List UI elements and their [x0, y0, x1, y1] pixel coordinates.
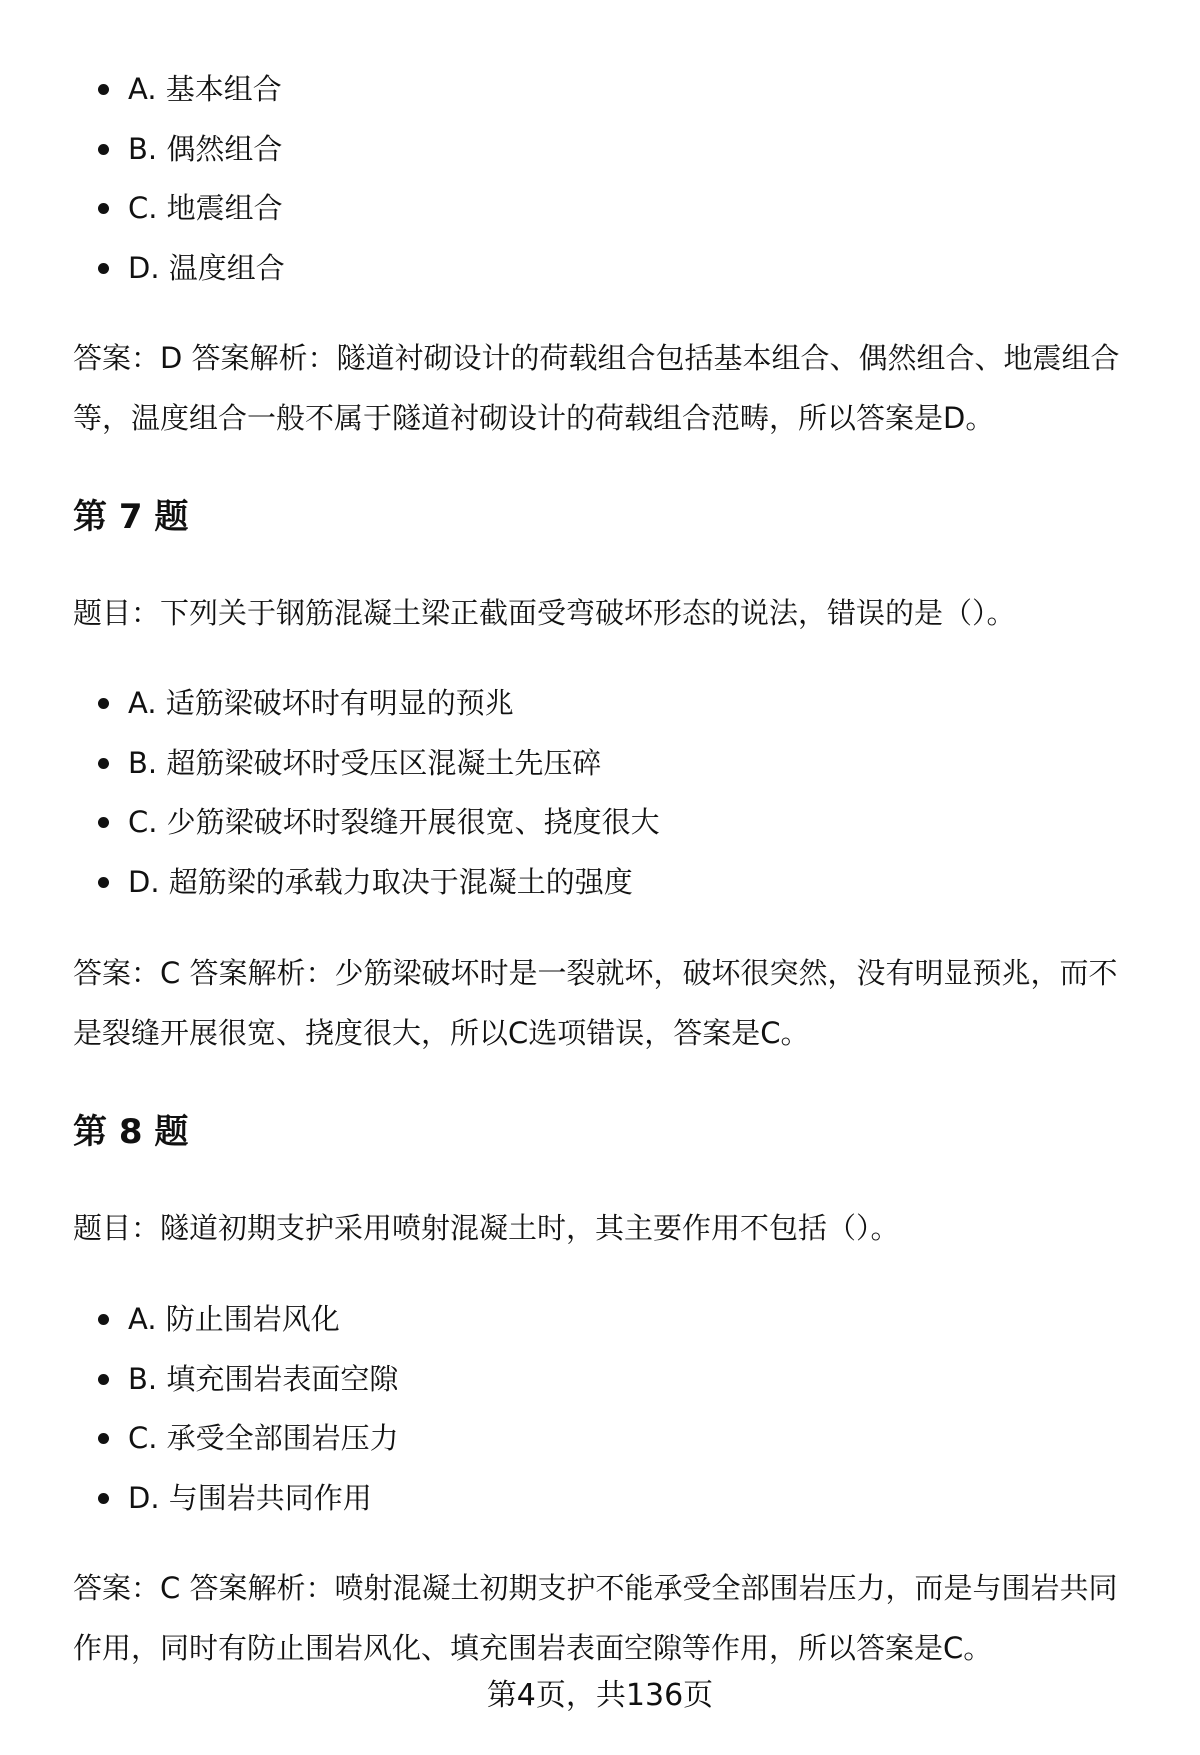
question-8-options — [0, 1290, 1200, 1528]
question-7-options — [0, 674, 1200, 912]
option-a: A. 防止围岩风化 — [0, 1290, 1200, 1350]
option-d: D. 温度组合 — [0, 239, 1200, 299]
answer-explanation: 答案：C 答案解析：少筋梁破坏时是一裂就坏，破坏很突然，没有明显预兆，而不是裂缝开展很宽、挠度很大，所以C选项错误，答案是C。 — [73, 956, 1118, 1050]
option-c: C. 地震组合 — [0, 179, 1200, 239]
question-stem: 题目：隧道初期支护采用喷射混凝土时，其主要作用不包括（）。 — [73, 1211, 900, 1245]
answer-explanation: 答案：C 答案解析：喷射混凝土初期支护不能承受全部围岩压力，而是与围岩共同作用，同时有防止围岩风化、填充围岩表面空隙等作用，所以答案是C。 — [73, 1571, 1118, 1665]
question-6-answer-block — [0, 328, 1200, 448]
option-list — [0, 60, 1200, 298]
option-c: C. 少筋梁破坏时裂缝开展很宽、挠度很大 — [0, 793, 1200, 853]
page-number: 第4页，共136页 — [486, 1678, 714, 1713]
answer-explanation: 答案：D 答案解析：隧道衬砌设计的荷载组合包括基本组合、偶然组合、地震组合等，温度组合一般不属于隧道衬砌设计的荷载组合范畴，所以答案是D。 — [73, 341, 1120, 435]
question-6-options — [0, 60, 1200, 298]
question-stem: 题目：下列关于钢筋混凝土梁正截面受弯破坏形态的说法，错误的是（）。 — [73, 596, 1016, 630]
option-b: B. 偶然组合 — [0, 120, 1200, 180]
question-7-stem-block — [0, 588, 1200, 638]
option-d: D. 与围岩共同作用 — [0, 1469, 1200, 1529]
option-list — [0, 1290, 1200, 1528]
question-title: 第 8 题 — [73, 1112, 189, 1152]
option-b: B. 超筋梁破坏时受压区混凝土先压碎 — [0, 734, 1200, 794]
option-a: A. 适筋梁破坏时有明显的预兆 — [0, 674, 1200, 734]
option-c: C. 承受全部围岩压力 — [0, 1409, 1200, 1469]
question-title: 第 7 题 — [73, 497, 189, 537]
option-list — [0, 674, 1200, 912]
option-a: A. 基本组合 — [0, 60, 1200, 120]
question-8-heading-block — [0, 1107, 1200, 1157]
question-7-heading-block — [0, 492, 1200, 542]
question-8-stem-block — [0, 1203, 1200, 1253]
option-b: B. 填充围岩表面空隙 — [0, 1350, 1200, 1410]
question-7-answer-block — [0, 943, 1200, 1063]
option-d: D. 超筋梁的承载力取决于混凝土的强度 — [0, 853, 1200, 913]
question-8-answer-block — [0, 1558, 1200, 1678]
